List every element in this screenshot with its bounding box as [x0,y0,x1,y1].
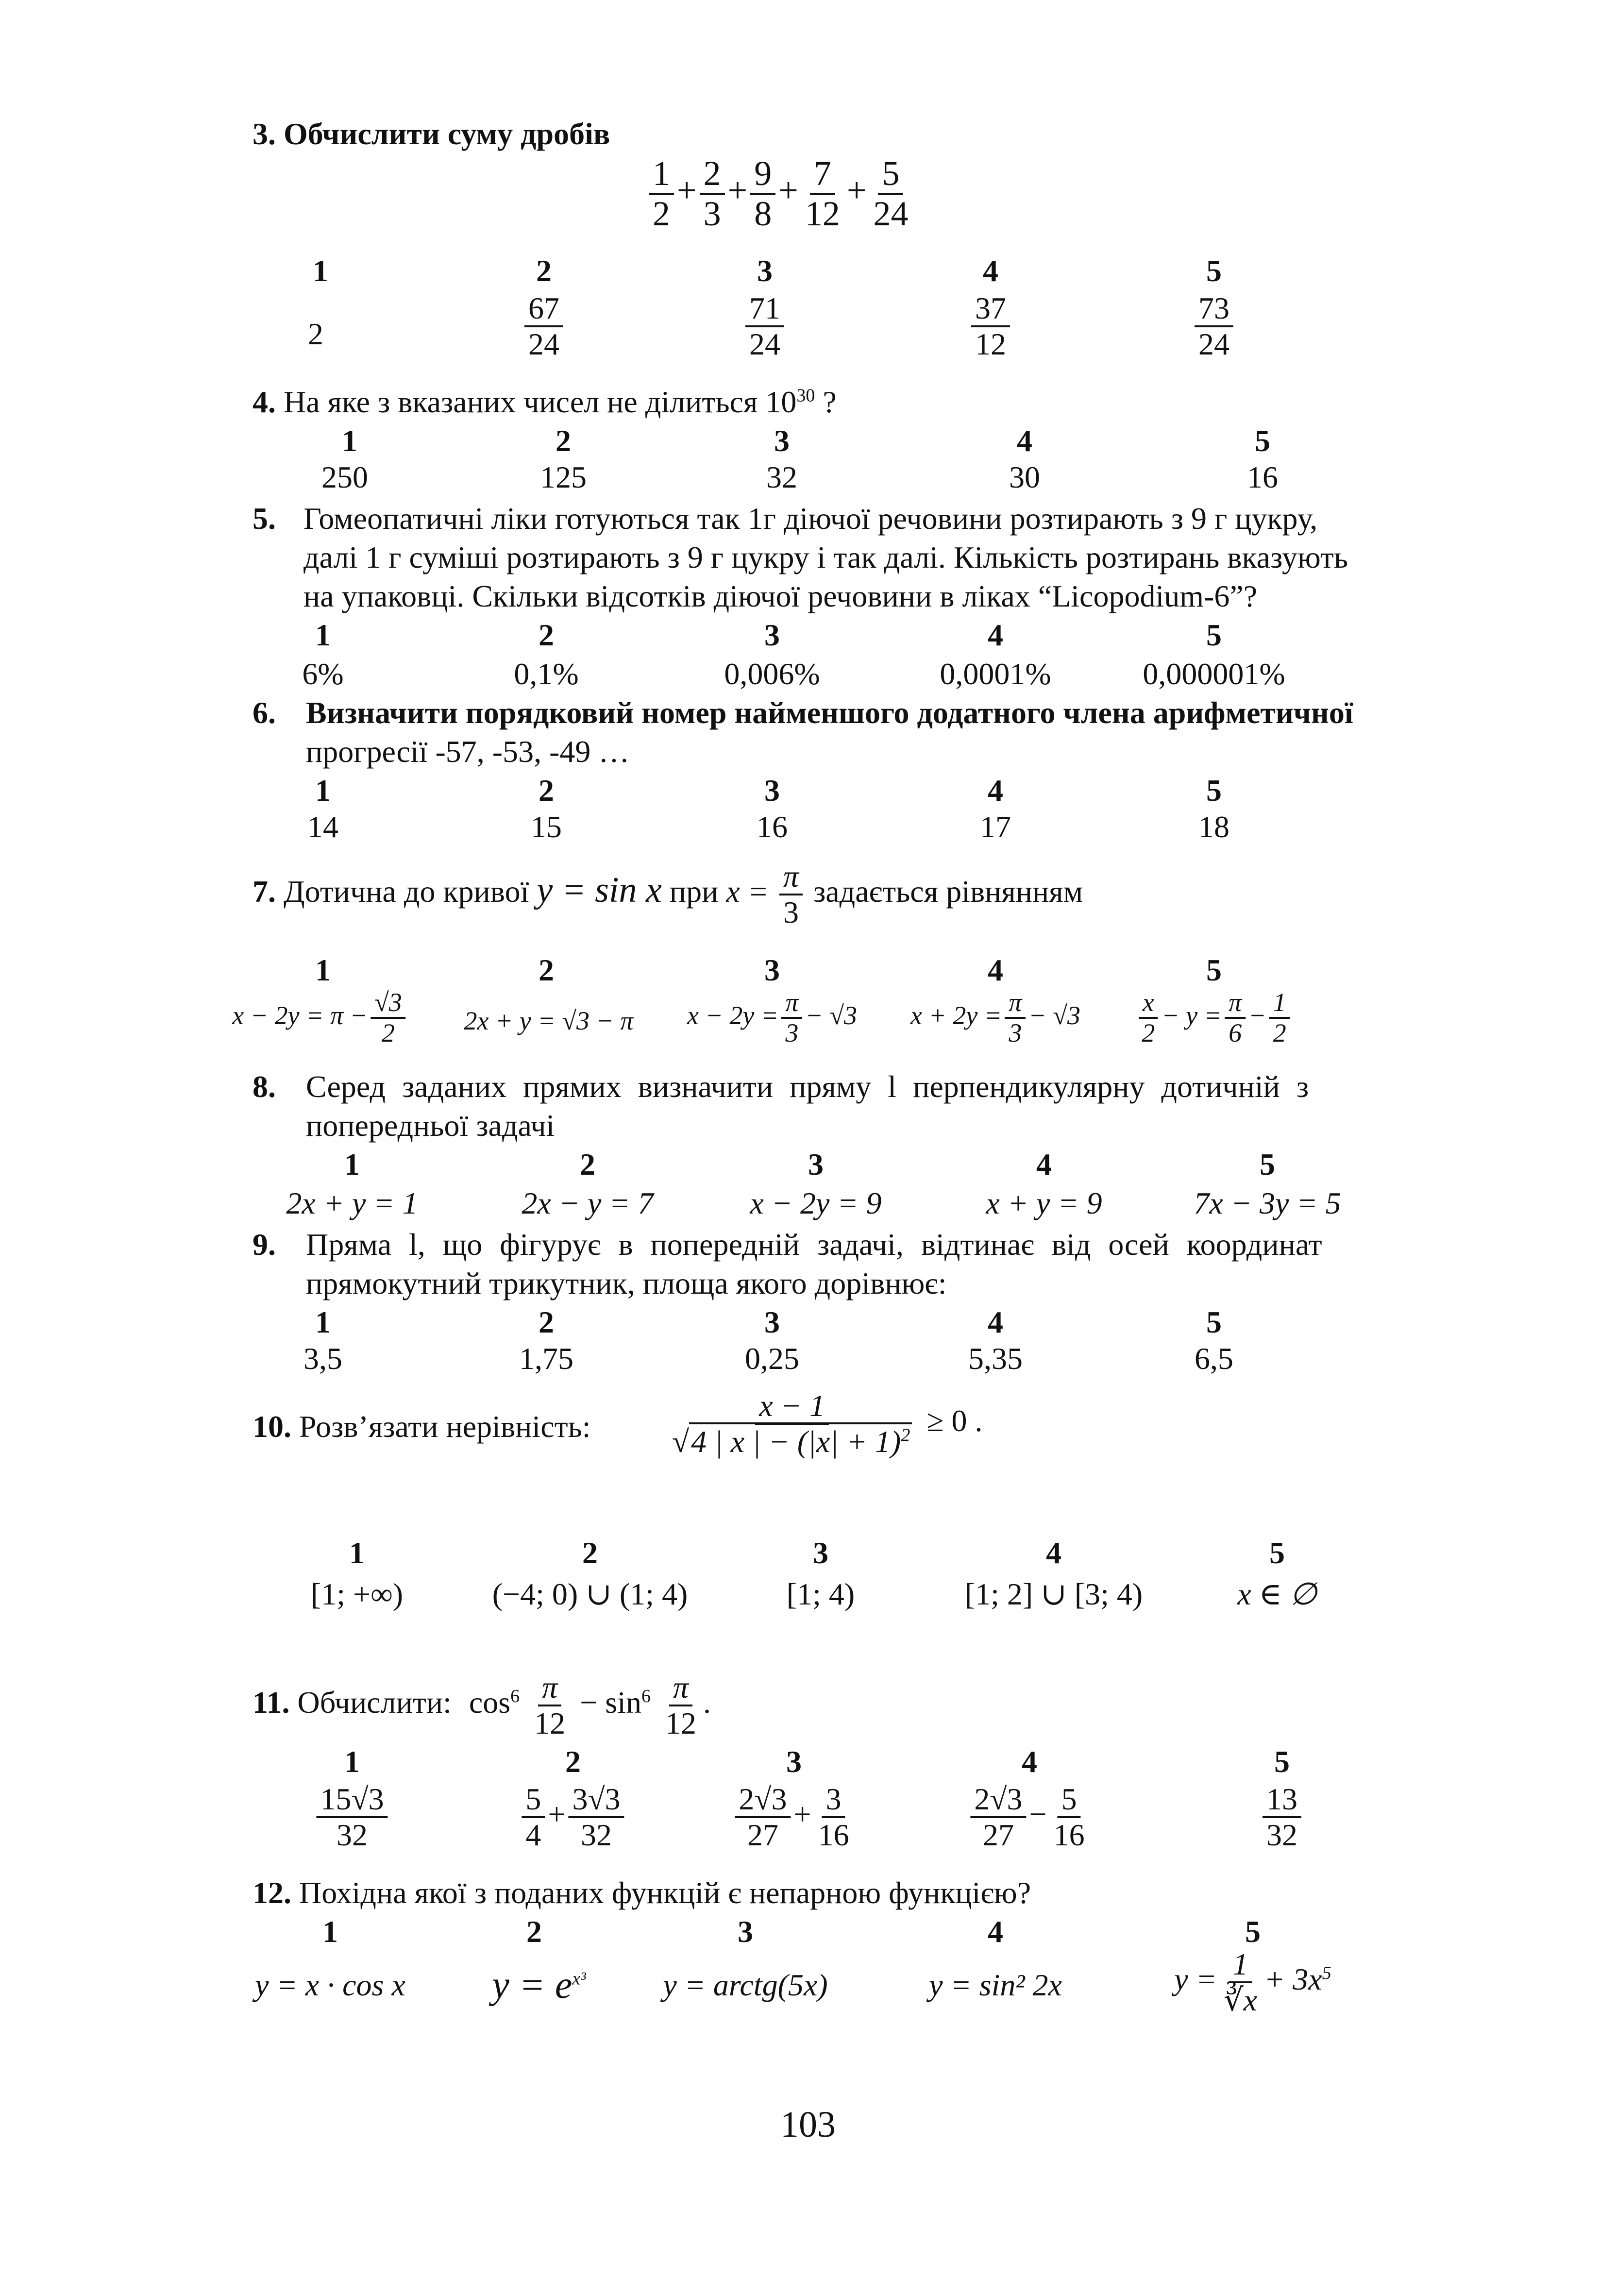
q6-option-1: 14 [307,810,338,844]
q10-number: 10. [252,1409,291,1444]
q10-inequality [665,1389,982,1459]
q8-number: 8. [252,1069,276,1104]
q10-numerator: x − 1 [755,1389,829,1425]
q6-option-4: 17 [980,810,1011,844]
q8-option-2: 2x − y = 7 [522,1186,654,1220]
q9-option-1: 3,5 [303,1341,342,1376]
q7-number: 7. [252,874,276,909]
q8-line-1: Серед заданих прямих визначити пряму l перпендикулярну дотичній з [306,1069,1309,1104]
q12-options [0,1947,1616,2030]
q11-option-5: $\frac{13}{32}$ [1260,1782,1304,1853]
q6-option-5: 18 [1198,810,1229,844]
q10-line [252,1408,591,1446]
q3-line [252,116,610,153]
q10-option-2: (−4; 0) ∪ (1; 4) [492,1577,688,1611]
q7-option-1: x − 2y = π − $\frac{√3}{2}$ [232,988,408,1048]
q3-frac-2: $\frac{2}{3}$ [700,154,725,233]
q10-option-4: [1; 2] ∪ [3; 4) [964,1577,1143,1611]
q12-option-4: y = sin² 2x [929,1968,1062,2002]
q6-number: 6. [252,695,276,730]
q5-line-2: далі 1 г суміші розтирають з 9 г цукру і так далі. Кількість розтирань вказують [303,540,1348,574]
q3-option-5: $\frac{73}{24}$ [1192,291,1236,362]
q4-text: На яке з вказаних чисел не ділиться [284,385,758,419]
q3-option-3: $\frac{71}{24}$ [742,291,787,362]
q9-option-labels: 1 2 3 4 5 [315,1305,1222,1339]
q12-text: Похідна якої з поданих функцій є непарною функцією? [299,1875,1031,1910]
q4-option-labels: 1 2 3 4 5 [342,423,1270,458]
q11-option-4: $\frac{2√3}{27}$ − $\frac{5}{16}$ [967,1782,1091,1853]
q6-line-1: Визначити порядковий номер найменшого додатного члена арифметичної [306,695,1353,730]
q11-option-labels: 1 2 3 4 5 [344,1744,1290,1779]
q4-option-3: 32 [766,460,797,494]
q3-options [0,291,1616,379]
q3-option-labels: 1 2 3 4 5 [313,253,1222,288]
q6-line-2: прогресії -57, -53, -49 … [306,734,630,769]
q3-number: 3. [252,117,276,151]
q7-x-value: $\frac{\pi}{3}$ [779,860,803,930]
q12-option-3: y = arctg(5x) [663,1968,828,2002]
q8-option-4: x + y = 9 [986,1186,1102,1220]
q5-option-5: 0,000001% [1143,657,1285,691]
q6-option-labels: 1 2 3 4 5 [315,773,1222,808]
q7-option-3: x − 2y = $\frac{\pi}{3}$ − √3 [687,988,857,1048]
q3-option-1: 2 [308,317,323,351]
q6-options [0,809,1616,852]
q5-line-1: Гомеопатичні ліки готуються так 1г діючої речовини розтирають з 9 г цукру, [303,501,1318,536]
q6-option-2: 15 [531,810,562,844]
q7-line: 7. Дотична до кривої y = sin x при x = $\frac{\pi}{3}$ задається рівнянням [252,859,1083,930]
q10-relation: ≥ 0 . [926,1403,983,1438]
q4-number: 4. [252,385,276,419]
q3-text: Обчислити суму дробів [284,117,610,151]
q7-option-labels: 1 2 3 4 5 [315,953,1222,987]
q3-expression: $\frac{1}{2}$ + $\frac{2}{3}$ + $\frac{9}{8}$ + $\frac{7}{12}$ + $\frac{5}{24}$ [646,154,915,233]
q5-number: 5. [252,501,276,536]
q3-frac-3: $\frac{9}{8}$ [750,154,775,233]
q10-option-1: [1; +∞) [310,1577,404,1611]
q12-number: 12. [252,1875,291,1910]
q3-option-4: $\frac{37}{12}$ [968,291,1013,362]
q10-denominator: √4 | x | − $(|x| + 1)^2$ [668,1425,916,1459]
q12-option-5: y = $\frac{1}{∛x}$ + $3x^5$ [1174,1947,1331,2018]
q7-options [0,988,1616,1066]
q10-text: Розв’язати нерівність: [299,1409,591,1444]
q4-option-1: 250 [321,460,368,494]
q5-option-4: 0,0001% [940,657,1051,691]
q9-line-1: Пряма l, що фігурує в попередній задачі, відтинає від осей координат [306,1227,1322,1262]
q9-options [0,1340,1616,1384]
q9-option-3: 0,25 [745,1341,799,1376]
q5-option-1: 6% [302,657,344,691]
q11-option-2: $\frac{5}{4}$ + $\frac{3√3}{32}$ [519,1782,627,1853]
q4-option-4: 30 [1009,460,1040,494]
q3-option-2: $\frac{67}{24}$ [522,291,566,362]
q9-number: 9. [252,1227,276,1262]
q12-option-labels: 1 2 3 4 5 [322,1914,1261,1949]
q3-frac-4: $\frac{7}{12}$ [805,154,840,234]
q8-option-3: x − 2y = 9 [750,1186,882,1220]
q4-exp: 30 [796,385,815,406]
q9-option-5: 6,5 [1195,1341,1233,1376]
q11-line: 11. Обчислити: $\cos^6$ $\frac{\pi}{12}$ − $\sin^6$ $\frac{\pi}{12}$ . [252,1670,711,1741]
q8-line-2: попередньої задачі [306,1108,555,1143]
q4-options [0,459,1616,503]
q9-option-2: 1,75 [519,1341,573,1376]
q10-fraction [668,1389,916,1459]
q6-option-3: 16 [757,810,788,844]
q7-option-5: $\frac{x}{2}$ − y = $\frac{\pi}{6}$ − $\frac{1}{2}$ [1135,988,1293,1048]
q5-option-3: 0,006% [724,657,820,691]
q8-options [0,1185,1616,1229]
q7-curve: y = sin x [537,870,662,911]
q10-options [0,1576,1616,1620]
q8-option-labels: 1 2 3 4 5 [344,1147,1275,1182]
q11-option-3: $\frac{2√3}{27}$ + $\frac{3}{16}$ [732,1782,856,1853]
q5-option-labels: 1 2 3 4 5 [315,618,1222,652]
q10-option-labels: 1 2 3 4 5 [349,1536,1285,1570]
q12-option-2: $y = e^{x^3}$ [492,1964,586,2007]
q7-option-2: 2x + y = √3 − π [464,1006,634,1035]
q3-frac-1: $\frac{1}{2}$ [649,154,674,233]
q11-option-1: $\frac{15√3}{32}$ [313,1782,390,1853]
q8-option-5: 7x − 3y = 5 [1194,1186,1341,1220]
q11-number: 11. [252,1685,290,1720]
q4-base: 10 [765,385,797,419]
q4-line: 4. На яке з вказаних чисел не ділиться $10^{30}$ ? [252,385,837,419]
q5-option-2: 0,1% [514,657,579,691]
q10-option-3: [1; 4) [786,1577,855,1611]
q4-option-2: 125 [540,460,587,494]
q5-line-3: на упаковці. Скільки відсотків діючої речовини в ліках “Licopodium-6”? [303,579,1258,613]
q10-option-5: x ∈ ∅ [1237,1577,1317,1611]
q3-frac-5: $\frac{5}{24}$ [873,154,909,234]
q7-option-4: x + 2y = $\frac{\pi}{3}$ − √3 [910,988,1080,1048]
q12-line [252,1874,1031,1912]
q9-line-2: прямокутний трикутник, площа якого дорівнює: [306,1266,947,1300]
q11-options [0,1782,1616,1870]
q8-option-1: 2x + y = 1 [286,1186,418,1220]
q4-option-5: 16 [1247,460,1278,494]
q5-options [0,656,1616,699]
q12-option-1: y = x · cos x [255,1968,405,2002]
q9-option-4: 5,35 [968,1341,1023,1376]
page-number: 103 [780,2104,836,2145]
